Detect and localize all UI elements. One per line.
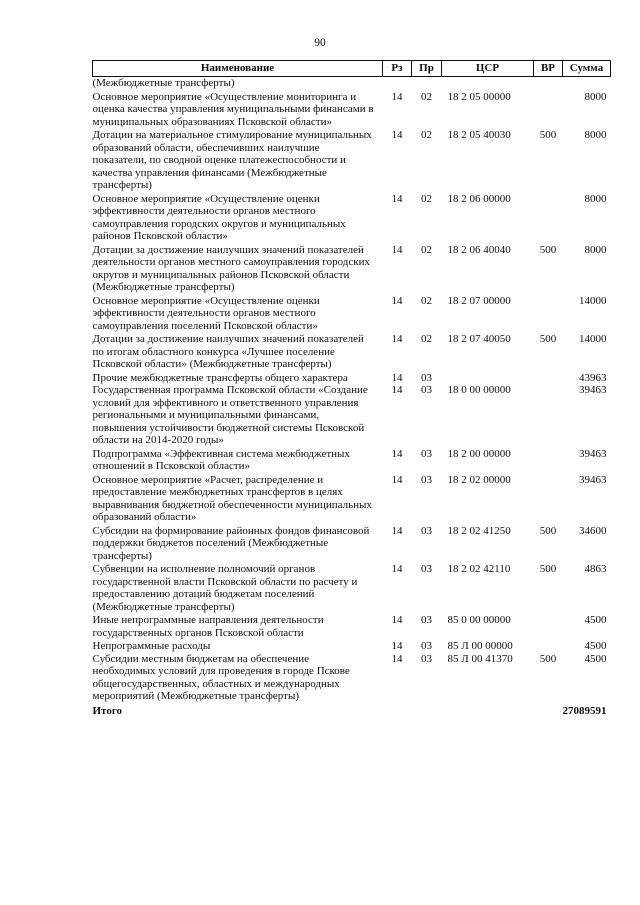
row-pr: 02 [421, 243, 432, 256]
row-vr [534, 294, 563, 333]
table-row [93, 77, 611, 90]
row-pr: 02 [421, 192, 432, 205]
budget-table [92, 60, 611, 717]
row-vr: 500 [539, 129, 557, 141]
row-vr [534, 90, 563, 129]
row-sum: 39463 [579, 384, 607, 396]
row-name: Субвенции на исполнение полномочий органов государственной власти Псковской области по расчету и предоставлению дотаций бюджетам поселений (Межбюджетные трансферты) [92, 563, 358, 613]
table-row [93, 332, 611, 371]
row-name: Иные непрограммные направления деятельности государственных органов Псковской области [92, 614, 324, 639]
table-row [93, 447, 611, 473]
row-name: Подпрограмма «Эффективная система межбюджетных отношений в Псковской области» [92, 447, 350, 472]
row-rz: 14 [391, 652, 403, 665]
row-sum: 14000 [579, 333, 607, 345]
row-vr: 500 [539, 652, 557, 665]
row-sum: 8000 [584, 129, 607, 141]
row-rz: 14 [391, 90, 403, 103]
row-pr: 02 [421, 294, 432, 307]
total-label: Итого [92, 704, 123, 717]
row-csr: 85 Л 00 00000 [447, 640, 513, 652]
row-pr: 03 [421, 652, 432, 665]
row-csr [442, 371, 534, 385]
header-name: Наименование [93, 61, 383, 77]
row-pr: 03 [421, 447, 432, 460]
row-vr [534, 613, 563, 639]
row-csr: 18 2 07 40050 [447, 333, 511, 345]
row-sum: 4500 [584, 614, 607, 626]
table-row [93, 653, 611, 703]
row-vr [534, 371, 563, 385]
row-sum: 43963 [579, 371, 607, 384]
row-rz: 14 [391, 333, 403, 345]
row-name: Основное мероприятие «Осуществление оценки эффективности деятельности органов местного самоуправления поселений Псковской области» [92, 294, 320, 332]
table-header [93, 61, 611, 77]
table-row [93, 639, 611, 653]
row-name: Дотации за достижение наилучших значений показателей деятельности органов местного самоуправления городских округов и муниципальных районов Псковской области (Межбюджетные трансферты) [92, 243, 370, 293]
row-vr [534, 77, 563, 90]
row-sum: 39463 [579, 473, 607, 486]
row-name: Основное мероприятие «Расчет, распределение и предоставление межбюджетных трансфертов в целях выравнивания бюджетной обеспеченности муниципальных образований области» [92, 473, 372, 523]
row-csr: 18 2 02 42110 [447, 563, 511, 575]
row-name: Государственная программа Псковской области «Создание условий для эффективного и ответственного управления региональными и муниципальными финансами, повышения устойчивости бюджетной системы Псковской области на 2014-2020 годы» [92, 384, 368, 446]
row-rz [383, 77, 412, 90]
table-row [93, 294, 611, 333]
row-rz: 14 [391, 640, 403, 652]
row-rz: 14 [391, 371, 403, 384]
row-sum: 8000 [584, 243, 607, 256]
row-name: Основное мероприятие «Осуществление мониторинга и оценка качества управления муниципальными финансами в муниципальных образованиях Псковской области» [92, 90, 374, 128]
total-row [93, 703, 611, 718]
row-rz: 14 [391, 524, 403, 537]
table-row [93, 192, 611, 243]
row-vr [534, 192, 563, 243]
row-sum: 4500 [584, 640, 607, 652]
header-csr: ЦСР [442, 61, 534, 77]
row-sum: 4500 [584, 652, 607, 665]
row-vr: 500 [539, 563, 557, 575]
row-name: Непрограммные расходы [92, 640, 211, 652]
row-csr: 18 2 02 00000 [447, 473, 511, 486]
row-rz: 14 [391, 294, 403, 307]
row-name: Прочие межбюджетные трансферты общего характера [92, 371, 348, 384]
row-vr [534, 639, 563, 653]
header-rz: Рз [383, 61, 412, 77]
row-csr: 18 0 00 00000 [447, 384, 511, 396]
row-sum: 14000 [579, 294, 607, 307]
row-csr: 18 2 06 00000 [447, 192, 511, 205]
row-vr: 500 [539, 333, 557, 345]
row-name: Субсидии местным бюджетам на обеспечение необходимых условий для проведения в городе Пскове общегосударственных, областных и международных мероприятий (Межбюджетные трансферты) [92, 652, 350, 702]
row-name: (Межбюджетные трансферты) [92, 77, 235, 89]
row-sum: 4863 [584, 563, 607, 575]
row-pr: 03 [421, 473, 432, 486]
table-row [93, 243, 611, 294]
header-vr: ВР [534, 61, 563, 77]
table-row [93, 384, 611, 447]
total-sum: 27089591 [562, 704, 607, 717]
table-row [93, 90, 611, 129]
table-row [93, 562, 611, 613]
header-sum: Сумма [563, 61, 611, 77]
row-pr: 03 [421, 371, 432, 384]
row-rz: 14 [391, 129, 403, 141]
table-row [93, 524, 611, 563]
row-name: Основное мероприятие «Осуществление оценки эффективности деятельности органов местного самоуправления городских округов и муниципальных районов Псковской области» [92, 192, 346, 242]
row-pr: 03 [421, 524, 432, 537]
row-pr: 02 [421, 90, 432, 103]
row-rz: 14 [391, 384, 403, 396]
row-vr [534, 384, 563, 447]
row-sum: 8000 [584, 90, 607, 103]
row-sum: 39463 [579, 447, 607, 460]
row-csr: 18 2 05 40030 [447, 129, 511, 141]
row-name: Субсидии на формирование районных фондов финансовой поддержки бюджетов поселений (Межбюджетные трансферты) [92, 524, 370, 562]
row-pr: 03 [421, 563, 432, 575]
row-sum: 34600 [579, 524, 607, 537]
row-rz: 14 [391, 563, 403, 575]
row-csr: 18 2 00 00000 [447, 447, 511, 460]
row-csr: 18 2 06 40040 [447, 243, 511, 256]
table-row [93, 371, 611, 385]
row-rz: 14 [391, 192, 403, 205]
row-pr: 02 [421, 333, 432, 345]
row-pr: 03 [421, 640, 432, 652]
row-vr: 500 [539, 243, 557, 256]
row-csr: 18 2 07 00000 [447, 294, 511, 307]
table-row [93, 613, 611, 639]
header-pr: Пр [412, 61, 442, 77]
row-csr: 18 2 02 41250 [447, 524, 511, 537]
row-rz: 14 [391, 614, 403, 626]
row-rz: 14 [391, 243, 403, 256]
row-pr: 03 [421, 614, 432, 626]
row-csr: 18 2 05 00000 [447, 90, 511, 103]
row-rz: 14 [391, 473, 403, 486]
row-sum: 8000 [584, 192, 607, 205]
row-pr: 03 [421, 384, 432, 396]
row-name: Дотации за достижение наилучших значений показателей по итогам областного конкурса «Лучшее поселение Псковской области» (Межбюджетные трансферты) [92, 333, 364, 370]
table-body [93, 77, 611, 718]
table-row [93, 128, 611, 192]
row-csr: 85 0 00 00000 [447, 614, 511, 626]
table-row [93, 473, 611, 524]
row-csr [442, 77, 534, 90]
row-rz: 14 [391, 447, 403, 460]
page-number: 90 [314, 37, 326, 49]
row-vr: 500 [539, 524, 557, 537]
row-sum [563, 77, 611, 90]
row-pr [412, 77, 442, 90]
row-csr: 85 Л 00 41370 [447, 652, 513, 665]
row-pr: 02 [421, 129, 432, 141]
row-name: Дотации на материальное стимулирование муниципальных образований области, обеспечивших наилучшие показатели, по сводной оценке платежеспособности и качества управления финансами (Межбюджетные трансферты) [92, 129, 372, 191]
row-vr [534, 447, 563, 473]
row-vr [534, 473, 563, 524]
